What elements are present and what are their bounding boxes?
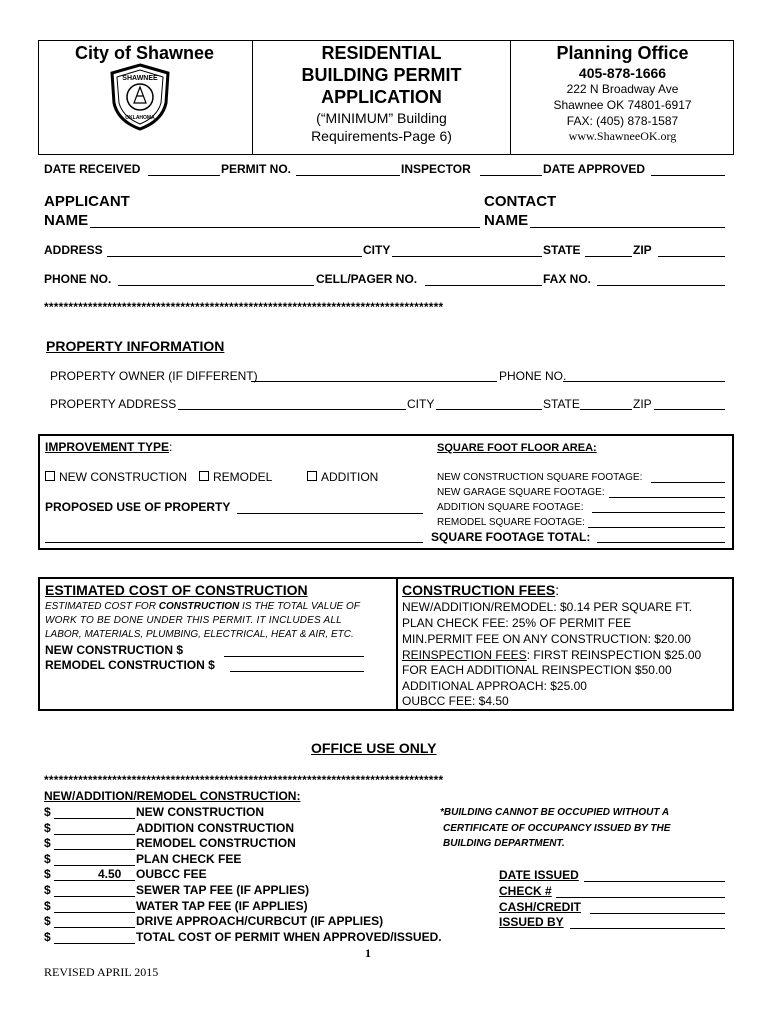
issued-by-label: ISSUED BY: [499, 915, 564, 929]
fee-amount-field[interactable]: [54, 818, 135, 819]
addition-sqft-label: ADDITION SQUARE FOOTAGE:: [437, 502, 584, 513]
fee-item-label: PLAN CHECK FEE: [136, 852, 242, 866]
fee-dollar-sign: $: [44, 805, 51, 819]
fee-item-label: TOTAL COST OF PERMIT WHEN APPROVED/ISSUED.: [136, 930, 442, 944]
check-label: CHECK #: [499, 884, 552, 898]
office-address-2: Shawnee OK 74801-6917: [553, 98, 692, 112]
title-line-3: APPLICATION: [321, 87, 442, 107]
subtitle-line-1: (“MINIMUM” Building: [316, 110, 447, 126]
fee-amount-field[interactable]: [54, 927, 135, 928]
occupancy-note-3: BUILDING DEPARTMENT.: [443, 838, 565, 849]
contact-label-2: NAME: [484, 212, 529, 229]
property-zip-label: ZIP: [633, 397, 652, 411]
proposed-use-label: PROPOSED USE OF PROPERTY: [45, 500, 231, 514]
phone-field[interactable]: [118, 285, 314, 286]
proposed-use-field-2[interactable]: [45, 542, 423, 543]
permit-no-label: PERMIT NO.: [221, 162, 292, 176]
fee-line-4b: : FIRST REINSPECTION $25.00: [526, 648, 702, 662]
office-name: Planning Office: [556, 43, 689, 63]
new-construction-label: NEW CONSTRUCTION: [59, 470, 187, 484]
contact-name-field[interactable]: [530, 227, 725, 228]
improvement-title-text: IMPROVEMENT TYPE: [45, 440, 170, 454]
fee-amount-field[interactable]: [54, 834, 135, 835]
cost-desc-1: [45, 601, 360, 612]
fee-dollar-sign: $: [44, 852, 51, 866]
phone-label: PHONE NO.: [44, 272, 112, 286]
city-name: City of Shawnee: [75, 43, 215, 63]
addition-option[interactable]: [307, 470, 378, 484]
date-received-field[interactable]: [148, 175, 220, 176]
property-address-label: PROPERTY ADDRESS: [50, 397, 177, 411]
separator-stars-1: **********************************************************************************: [44, 300, 444, 314]
permit-no-field[interactable]: [296, 175, 400, 176]
cost-box-divider: [396, 577, 398, 711]
title-line-2: BUILDING PERMIT: [301, 65, 462, 85]
remodel-sqft-field[interactable]: [588, 527, 725, 528]
inspector-field[interactable]: [480, 175, 542, 176]
seal-text-bottom: OKLAHOMA: [125, 115, 155, 121]
new-construction-cost-field[interactable]: [224, 656, 364, 657]
fee-amount-field[interactable]: [54, 943, 135, 944]
property-state-label: STATE: [543, 397, 580, 411]
date-approved-label: DATE APPROVED: [543, 162, 646, 176]
office-fax: FAX: (405) 878-1587: [566, 114, 679, 128]
inspector-label: INSPECTOR: [401, 162, 471, 176]
property-owner-field[interactable]: [251, 381, 497, 382]
cost-desc-1a: ESTIMATED COST FOR: [45, 601, 159, 612]
cash-credit-label: CASH/CREDIT: [499, 900, 582, 914]
office-use-section: NEW/ADDITION/REMODEL CONSTRUCTION:: [44, 789, 301, 803]
property-phone-field[interactable]: [563, 381, 725, 382]
property-info-title: PROPERTY INFORMATION: [46, 338, 225, 354]
fee-line-7: OUBCC FEE: $4.50: [402, 694, 509, 708]
fee-dollar-sign: $: [44, 867, 51, 881]
fee-line-3: MIN.PERMIT FEE ON ANY CONSTRUCTION: $20.00: [402, 632, 691, 646]
property-city-label: CITY: [407, 397, 435, 411]
property-zip-field[interactable]: [654, 409, 725, 410]
addition-checkbox[interactable]: [307, 471, 317, 481]
new-construction-option[interactable]: [45, 470, 187, 484]
fee-item-label: DRIVE APPROACH/CURBCUT (IF APPLIES): [136, 914, 384, 928]
fax-field[interactable]: [597, 285, 725, 286]
seal-text-top: SHAWNEE: [122, 75, 158, 82]
office-website[interactable]: www.ShawneeOK.org: [568, 129, 677, 143]
contact-label-1: CONTACT: [484, 193, 557, 210]
proposed-use-field[interactable]: [237, 513, 423, 514]
check-field[interactable]: [556, 897, 725, 898]
fee-line-2: PLAN CHECK FEE: 25% OF PERMIT FEE: [402, 616, 632, 630]
zip-label: ZIP: [633, 243, 652, 257]
page-number: 1: [365, 946, 371, 960]
fee-amount-field[interactable]: [54, 880, 135, 881]
cost-desc-3: LABOR, MATERIALS, PLUMBING, ELECTRICAL, HEAT & AIR, ETC.: [45, 629, 354, 640]
cost-desc-1b: CONSTRUCTION: [158, 601, 240, 612]
fee-line-1: NEW/ADDITION/REMODEL: $0.14 PER SQUARE FT.: [402, 600, 693, 614]
sqft-total-field[interactable]: [597, 542, 725, 543]
remodel-checkbox[interactable]: [199, 471, 209, 481]
separator-stars-2: **********************************************************************************: [44, 773, 444, 787]
issued-by-field[interactable]: [570, 928, 725, 929]
date-approved-field[interactable]: [651, 175, 725, 176]
cost-title: ESTIMATED COST OF CONSTRUCTION: [45, 582, 308, 598]
fax-label: FAX NO.: [543, 272, 592, 286]
applicant-label-1: APPLICANT: [44, 193, 130, 210]
date-issued-field[interactable]: [584, 881, 725, 882]
addition-sqft-field[interactable]: [592, 512, 725, 513]
improvement-title: [45, 440, 172, 454]
fee-amount-field[interactable]: [54, 912, 135, 913]
cost-desc-1c: IS THE TOTAL VALUE OF: [239, 601, 360, 612]
subtitle-line-2: Requirements-Page 6): [311, 128, 452, 144]
fee-amount-field[interactable]: [54, 896, 135, 897]
sqft-total-label: SQUARE FOOTAGE TOTAL:: [431, 530, 591, 544]
improvement-title-colon: :: [169, 440, 173, 454]
remodel-option[interactable]: [199, 470, 272, 484]
property-address-field[interactable]: [178, 409, 406, 410]
state-label: STATE: [543, 243, 581, 257]
remodel-sqft-label: REMODEL SQUARE FOOTAGE:: [437, 517, 585, 528]
fee-item-label: SEWER TAP FEE (IF APPLIES): [136, 883, 310, 897]
date-received-label: DATE RECEIVED: [44, 162, 141, 176]
fee-item-label: OUBCC FEE: [136, 867, 207, 881]
cost-desc-2: WORK TO BE DONE UNDER THIS PERMIT. IT INCLUDES ALL: [45, 615, 342, 626]
fee-dollar-sign: $: [44, 836, 51, 850]
property-state-field[interactable]: [580, 409, 632, 410]
fee-dollar-sign: $: [44, 914, 51, 928]
cell-label: CELL/PAGER NO.: [316, 272, 418, 286]
office-address-1: 222 N Broadway Ave: [566, 82, 679, 96]
fee-amount-field[interactable]: [54, 865, 135, 866]
applicant-name-field[interactable]: [90, 227, 480, 228]
new-sqft-field[interactable]: [651, 482, 725, 483]
fee-line-4: [402, 648, 701, 662]
new-construction-checkbox[interactable]: [45, 471, 55, 481]
applicant-label-2: NAME: [44, 212, 89, 229]
fee-line-4a: REINSPECTION FEES: [402, 648, 527, 662]
city-label: CITY: [363, 243, 391, 257]
revised-date: REVISED APRIL 2015: [44, 965, 159, 979]
fees-title-text: CONSTRUCTION FEES: [402, 582, 556, 598]
property-city-field[interactable]: [436, 409, 542, 410]
property-owner-label: PROPERTY OWNER (IF DIFFERENT): [50, 369, 258, 383]
remodel-construction-cost-field[interactable]: [230, 671, 364, 672]
garage-sqft-field[interactable]: [609, 497, 725, 498]
address-label: ADDRESS: [44, 243, 103, 257]
fees-title-colon: :: [555, 582, 560, 598]
fee-line-6: ADDITIONAL APPROACH: $25.00: [402, 679, 587, 693]
fee-item-label: ADDITION CONSTRUCTION: [136, 821, 294, 835]
zip-field[interactable]: [658, 256, 725, 257]
cash-credit-field[interactable]: [590, 913, 725, 914]
title-line-1: RESIDENTIAL: [321, 43, 442, 63]
fee-item-label: WATER TAP FEE (IF APPLIES): [136, 899, 308, 913]
fee-dollar-sign: $: [44, 883, 51, 897]
occupancy-note-2: CERTIFICATE OF OCCUPANCY ISSUED BY THE: [443, 823, 671, 834]
garage-sqft-label: NEW GARAGE SQUARE FOOTAGE:: [437, 487, 605, 498]
remodel-construction-cost-label: REMODEL CONSTRUCTION $: [45, 658, 215, 672]
new-sqft-label: NEW CONSTRUCTION SQUARE FOOTAGE:: [437, 472, 643, 483]
city-field[interactable]: [392, 256, 542, 257]
fee-item-label: NEW CONSTRUCTION: [136, 805, 264, 819]
fee-amount-field[interactable]: [54, 849, 135, 850]
state-field[interactable]: [585, 256, 632, 257]
fee-dollar-sign: $: [44, 930, 51, 944]
new-construction-cost-label: NEW CONSTRUCTION $: [45, 643, 183, 657]
date-issued-label: DATE ISSUED: [499, 868, 579, 882]
city-seal: [106, 63, 174, 131]
address-field[interactable]: [107, 256, 362, 257]
fee-item-label: REMODEL CONSTRUCTION: [136, 836, 296, 850]
fee-dollar-sign: $: [44, 821, 51, 835]
office-use-title: OFFICE USE ONLY: [311, 740, 437, 756]
property-phone-label: PHONE NO.: [499, 369, 567, 383]
cell-field[interactable]: [425, 285, 542, 286]
addition-label: ADDITION: [321, 470, 379, 484]
occupancy-note-1: *BUILDING CANNOT BE OCCUPIED WITHOUT A: [440, 807, 670, 818]
office-phone: 405-878-1666: [578, 65, 667, 81]
fee-dollar-sign: $: [44, 899, 51, 913]
oubcc-fee-value: 4.50: [98, 867, 122, 881]
fee-line-5: FOR EACH ADDITIONAL REINSPECTION $50.00: [402, 663, 672, 677]
fees-title: [402, 582, 559, 598]
remodel-label: REMODEL: [213, 470, 273, 484]
sqft-title: SQUARE FOOT FLOOR AREA:: [437, 442, 597, 454]
